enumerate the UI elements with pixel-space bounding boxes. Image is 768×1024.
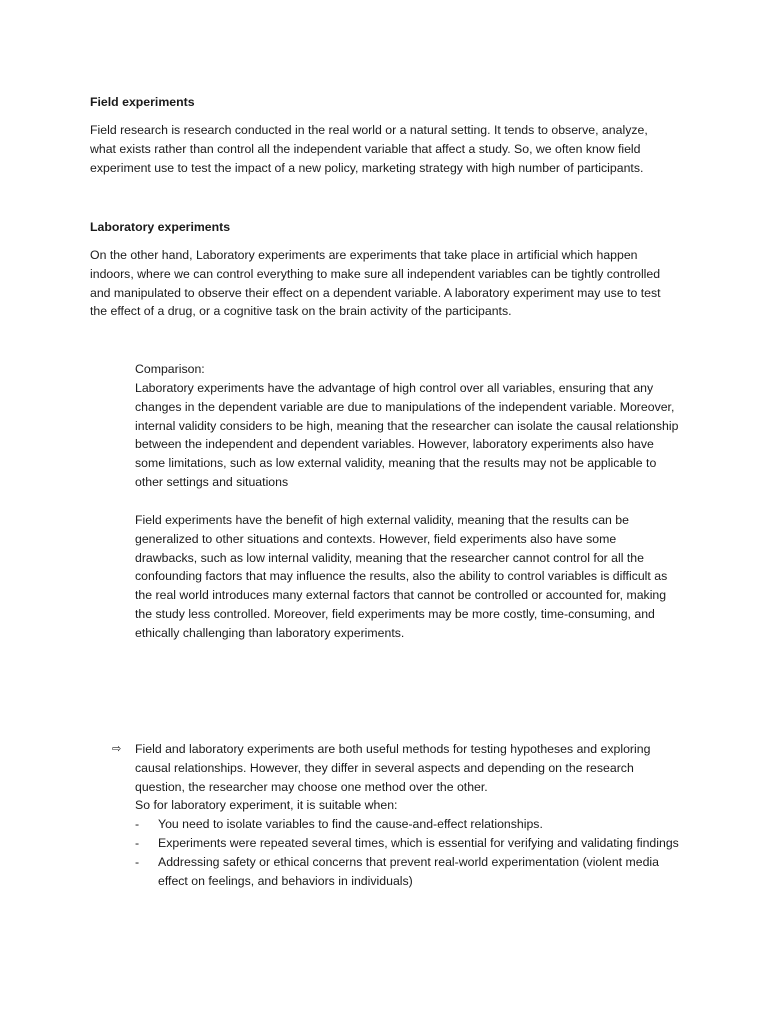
dash-bullet: - xyxy=(135,835,140,850)
dash-bullet: - xyxy=(135,854,140,869)
field-experiments-paragraph: Field research is research conducted in the real world or a natural setting. It tends to observe, analyze, what exists rather than control all the independent variable that affect a study. So, we often know field experiment use to test the impact of a new policy, marketing strategy with high number of participants. xyxy=(90,123,648,175)
list-item-text: Experiments were repeated several times, which is essential for verifying and validating findings xyxy=(158,835,679,850)
laboratory-experiments-paragraph: On the other hand, Laboratory experiments are experiments that take place in artificial which happen indoors, where we can control everything to make sure all independent variables can be tightly controlled and manipulated to observe their effect on a dependent variable. A laboratory experiment may use to test the effect of a drug, or a cognitive task on the brain activity of the participants. xyxy=(90,248,661,319)
conclusion-text: Field and laboratory experiments are both useful methods for testing hypotheses and exploring causal relationships. However, they differ in several aspects and depending on the research question, the researcher may choose one method over the other. xyxy=(135,742,651,794)
laboratory-experiments-heading: Laboratory experiments xyxy=(90,220,231,234)
suitable-list xyxy=(135,815,682,890)
conclusion-content xyxy=(135,740,682,890)
list-item-text: You need to isolate variables to find the cause-and-effect relationships. xyxy=(158,817,543,832)
suitable-intro: So for laboratory experiment, it is suitable when: xyxy=(135,798,398,813)
comparison-field-paragraph: Field experiments have the benefit of high external validity, meaning that the results can be generalized to other situations and contexts. However, field experiments also have some drawbacks, such as low internal validity, meaning that the researcher cannot control for all the confounding factors that may influence the results, also the ability to control variables is difficult as the real world introduces many external factors that cannot be controlled or accounted for, making the study less controlled. Moreover, field experiments may be more costly, time-consuming, and ethically challenging than laboratory experiments. xyxy=(135,513,668,640)
dash-bullet: - xyxy=(135,817,140,832)
right-arrow-icon: ⇨ xyxy=(112,743,122,755)
comparison-laboratory-paragraph: Laboratory experiments have the advantage of high control over all variables, ensuring that any changes in the dependent variable are due to manipulations of the independent variable. Moreover, internal validity considers to be high, meaning that the researcher can isolate the causal relationship between the independent and dependent variables. However, laboratory experiments also have some limitations, such as low external validity, meaning that the results may not be applicable to other settings and situations xyxy=(135,381,679,489)
conclusion-block xyxy=(112,740,682,890)
comparison-label: Comparison: xyxy=(135,362,205,376)
list-item-text: Addressing safety or ethical concerns that prevent real-world experimentation (violent media effect on feelings, and behaviors in individuals) xyxy=(158,854,660,888)
field-experiments-heading: Field experiments xyxy=(90,95,195,109)
list-item xyxy=(135,815,682,834)
conclusion-arrow-item xyxy=(112,740,682,890)
list-item xyxy=(135,834,682,853)
list-item xyxy=(135,853,682,891)
